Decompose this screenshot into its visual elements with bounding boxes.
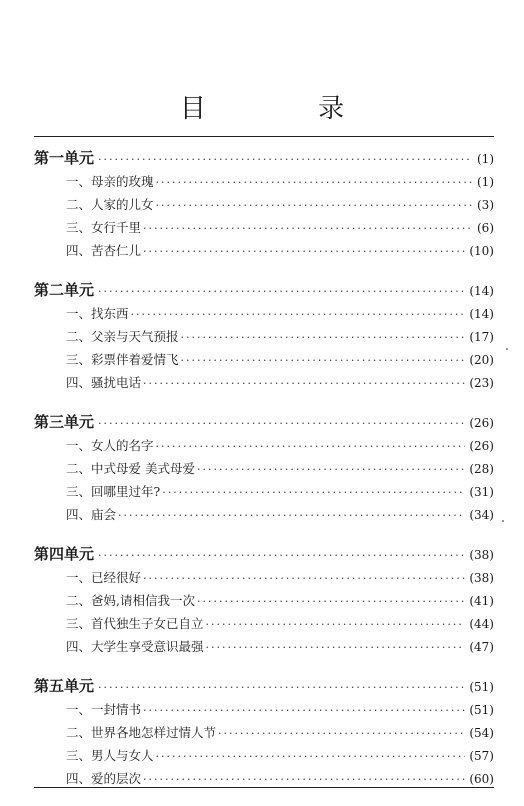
dot-leader	[206, 636, 466, 659]
entry-title: 四、大学生享受意识最强	[66, 639, 204, 654]
entry-title: 三、男人与女人	[66, 748, 154, 763]
dot-leader	[98, 544, 465, 568]
page-number: (47)	[469, 640, 494, 654]
page-number: (14)	[469, 284, 494, 298]
page-number: (3)	[477, 198, 494, 212]
toc-unit-2	[34, 278, 494, 394]
toc-unit-heading[interactable]	[34, 146, 494, 170]
entry-title: 二、中式母爱 美式母爱	[66, 461, 195, 476]
dot-leader	[156, 435, 466, 458]
page-number: (1)	[477, 152, 494, 166]
page-number: (60)	[469, 772, 494, 786]
page-number: (17)	[469, 330, 494, 344]
toc-entry[interactable]	[34, 503, 494, 526]
dot-leader	[162, 481, 465, 504]
entry-title: 一、找东西	[66, 306, 129, 321]
toc-entry[interactable]	[34, 371, 494, 394]
dot-leader	[181, 326, 466, 349]
scan-speck	[502, 520, 504, 522]
entry-title: 二、世界各地怎样过情人节	[66, 725, 217, 740]
entry-title: 一、女人的名字	[66, 438, 154, 453]
entry-title: 一、已经很好	[66, 570, 142, 585]
page-number: (38)	[469, 548, 494, 562]
page-number: (34)	[469, 508, 494, 522]
toc-entry[interactable]	[34, 480, 494, 503]
entry-title: 一、一封情书	[66, 702, 142, 717]
dot-leader	[118, 504, 465, 527]
toc-unit-heading[interactable]	[34, 542, 494, 566]
dot-leader	[131, 303, 466, 326]
page-number: (10)	[469, 244, 494, 258]
entry-title: 四、庙会	[66, 507, 117, 522]
page-number: (28)	[469, 462, 494, 476]
toc-entry[interactable]	[34, 566, 494, 589]
toc-entry[interactable]	[34, 170, 494, 193]
dot-leader	[98, 280, 465, 304]
page-number: (6)	[477, 221, 494, 235]
dot-leader	[143, 372, 465, 395]
page-number: (41)	[469, 594, 494, 608]
entry-title: 二、爸妈,请相信我一次	[66, 593, 195, 608]
page-title: 目 录	[179, 94, 397, 124]
dot-leader	[181, 349, 466, 372]
dot-leader	[143, 699, 465, 722]
dot-leader	[156, 745, 466, 768]
toc-entry[interactable]	[34, 635, 494, 658]
page-number: (38)	[469, 571, 494, 585]
toc-unit-5	[34, 674, 494, 790]
toc-entry[interactable]	[34, 302, 494, 325]
toc-entry[interactable]	[34, 744, 494, 767]
dot-leader	[197, 590, 465, 613]
toc-entry[interactable]	[34, 457, 494, 480]
entry-title: 一、母亲的玫瑰	[66, 174, 154, 189]
dot-leader	[98, 148, 473, 172]
top-rule	[34, 136, 494, 137]
dot-leader	[197, 458, 465, 481]
toc-entry[interactable]	[34, 434, 494, 457]
dot-leader	[156, 171, 473, 194]
toc-entry[interactable]	[34, 216, 494, 239]
page-number: (44)	[469, 617, 494, 631]
toc-entry[interactable]	[34, 721, 494, 744]
toc-unit-heading[interactable]	[34, 410, 494, 434]
unit-title: 第一单元	[34, 149, 95, 167]
toc-unit-heading[interactable]	[34, 278, 494, 302]
entry-title: 三、女行千里	[66, 220, 142, 235]
dot-leader	[156, 194, 473, 217]
page-number: (54)	[469, 726, 494, 740]
page-number: (51)	[469, 703, 494, 717]
page-number: (20)	[469, 353, 494, 367]
toc-entry[interactable]	[34, 239, 494, 262]
dot-leader	[143, 217, 473, 240]
toc-unit-4	[34, 542, 494, 658]
entry-title: 二、父亲与天气预报	[66, 329, 179, 344]
unit-title: 第二单元	[34, 281, 95, 299]
toc-entry[interactable]	[34, 589, 494, 612]
entry-title: 四、爱的层次	[66, 771, 142, 786]
toc-entry[interactable]	[34, 348, 494, 371]
toc-entry[interactable]	[34, 193, 494, 216]
scan-speck	[506, 348, 508, 350]
dot-leader	[218, 722, 465, 745]
unit-title: 第五单元	[34, 677, 95, 695]
entry-title: 三、回哪里过年?	[66, 484, 161, 499]
toc-unit-1	[34, 146, 494, 262]
unit-title: 第四单元	[34, 545, 95, 563]
bottom-rule	[34, 787, 494, 788]
entry-title: 三、彩票伴着爱情飞	[66, 352, 179, 367]
page-number: (51)	[469, 680, 494, 694]
page-number: (1)	[477, 175, 494, 189]
page-number: (57)	[469, 749, 494, 763]
table-of-contents	[34, 146, 494, 806]
unit-title: 第三单元	[34, 413, 95, 431]
entry-title: 二、人家的儿女	[66, 197, 154, 212]
toc-entry[interactable]	[34, 698, 494, 721]
dot-leader	[206, 613, 466, 636]
toc-entry[interactable]	[34, 612, 494, 635]
entry-title: 三、首代独生子女已自立	[66, 616, 204, 631]
page-number: (26)	[469, 439, 494, 453]
page-number: (14)	[469, 307, 494, 321]
page-number: (26)	[469, 416, 494, 430]
toc-unit-heading[interactable]	[34, 674, 494, 698]
entry-title: 四、骚扰电话	[66, 375, 142, 390]
entry-title: 四、苦杏仁儿	[66, 243, 142, 258]
toc-unit-3	[34, 410, 494, 526]
dot-leader	[143, 240, 465, 263]
dot-leader	[143, 567, 465, 590]
dot-leader	[98, 676, 465, 700]
dot-leader	[98, 412, 465, 436]
page-number: (31)	[469, 485, 494, 499]
page-number: (23)	[469, 376, 494, 390]
toc-entry[interactable]	[34, 325, 494, 348]
